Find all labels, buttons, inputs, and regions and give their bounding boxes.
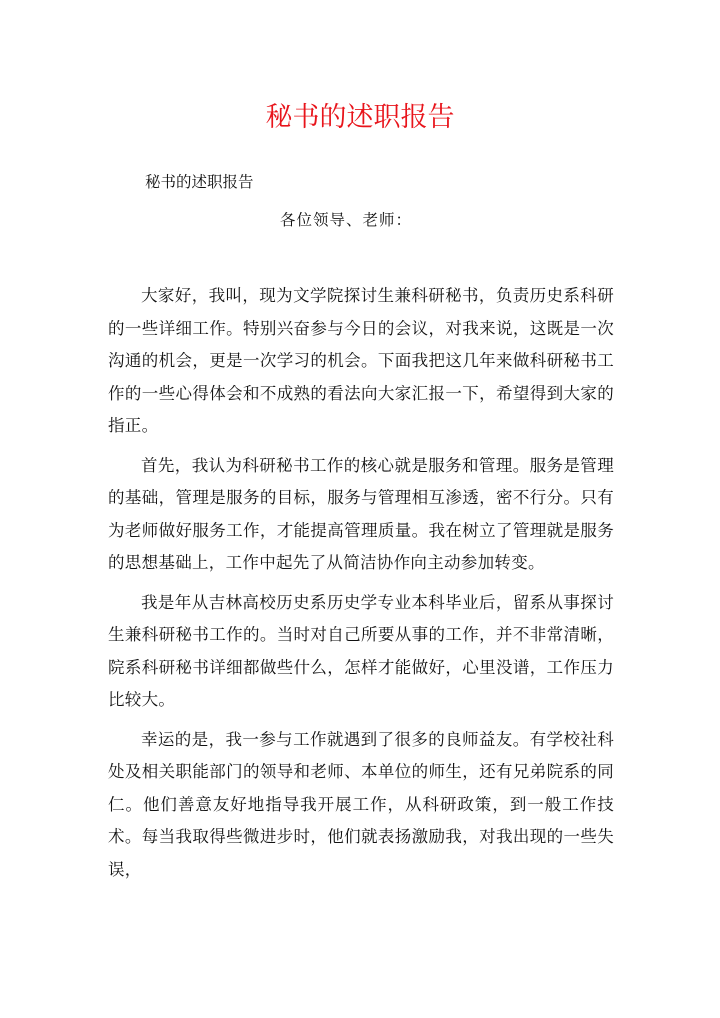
paragraph: 幸运的是，我一参与工作就遇到了很多的良师益友。有学校社科处及相关职能部门的领导和老师、本单位的师生，还有兄弟院系的同仁。他们善意友好地指导我开展工作，从科研政策，到一般工作技术。每当我取得些微进步时，他们就表扬激励我，对我出现的一些失误， bbox=[108, 729, 614, 879]
document-body bbox=[108, 280, 614, 893]
paragraph: 大家好，我叫，现为文学院探讨生兼科研秘书，负责历史系科研的一些详细工作。特别兴奋参与今日的会议，对我来说，这既是一次沟通的机会，更是一次学习的机会。下面我把这几年来做科研秘书工作的一些心得体会和不成熟的看法向大家汇报一下，希望得到大家的指正。 bbox=[108, 286, 614, 435]
paragraph: 首先，我认为科研秘书工作的核心就是服务和管理。服务是管理的基础，管理是服务的目标，服务与管理相互渗透，密不行分。只有为老师做好服务工作，才能提高管理质量。我在树立了管理就是服务的思想基础上，工作中起先了从简洁协作向主动参加转变。 bbox=[108, 455, 614, 572]
salutation: 各位领导、老师： bbox=[280, 211, 413, 229]
paragraph: 我是年从吉林高校历史系历史学专业本科毕业后，留系从事探讨生兼科研秘书工作的。当时对自己所要从事的工作，并不非常清晰，院系科研秘书详细都做些什么，怎样才能做好，心里没谱，工作压力比较大。 bbox=[108, 592, 614, 709]
document-title: 秘书的述职报告 bbox=[265, 102, 455, 133]
document-subtitle: 秘书的述职报告 bbox=[145, 173, 254, 191]
